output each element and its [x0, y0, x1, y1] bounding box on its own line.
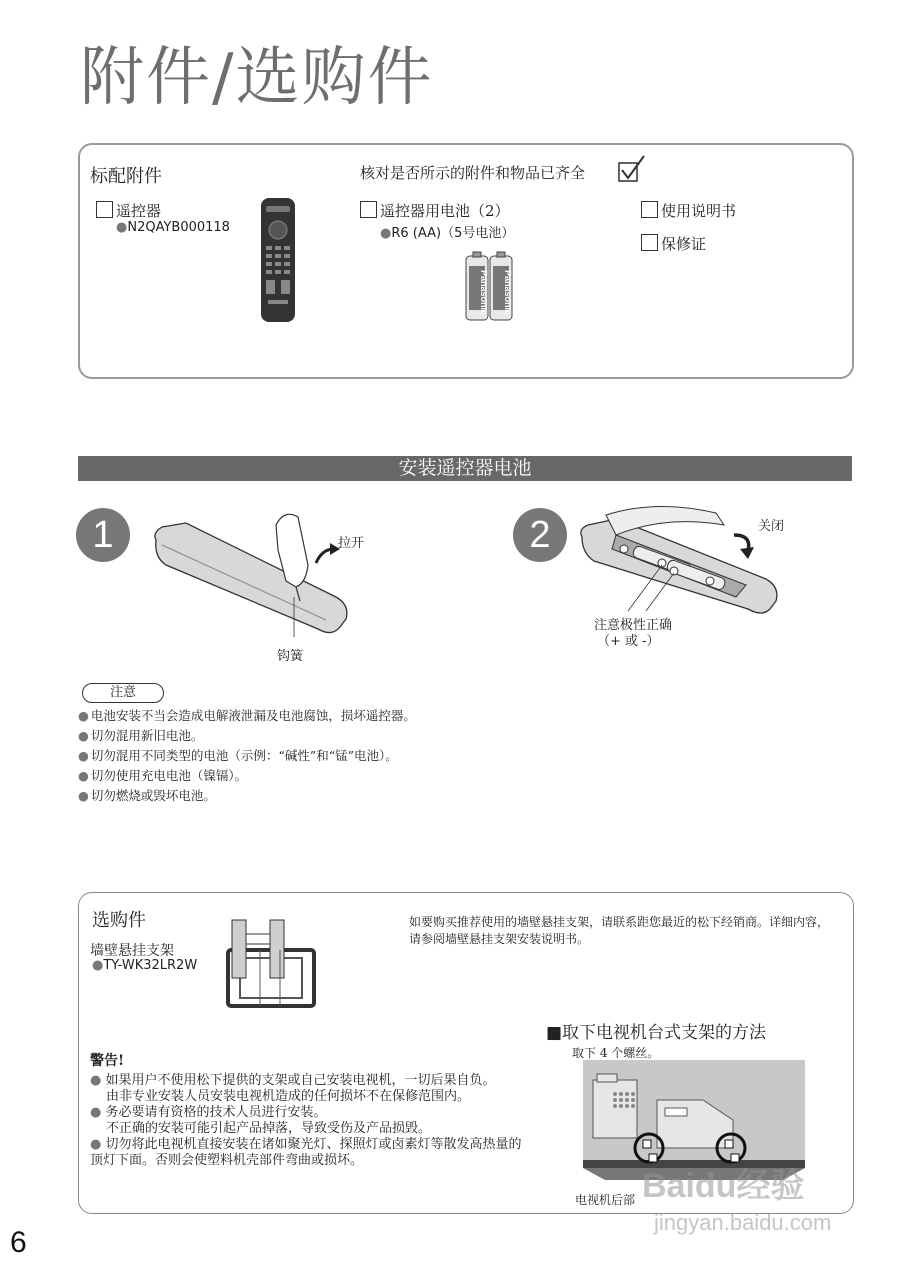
caution-list [78, 706, 416, 806]
page-title: 附件/选购件 [80, 41, 434, 115]
standard-heading: 标配附件 [90, 166, 162, 187]
step-1-illustration [146, 505, 356, 640]
check-note: 核对是否所示的附件和物品已齐全 [360, 164, 586, 182]
step-2-number: 2 [513, 508, 567, 562]
remote-control-image [258, 196, 298, 324]
wall-bracket-label: 墙壁悬挂支架 [90, 943, 174, 959]
baidu-watermark [612, 1158, 872, 1248]
battery-brand-right: Panasonic [503, 270, 513, 316]
item-manual [641, 200, 736, 221]
page-number: 6 [10, 1226, 27, 1259]
caution-item: ● 电池安装不当会造成电解液泄漏及电池腐蚀，损坏遥控器。 [78, 708, 416, 723]
caution-item: ● 切勿混用不同类型的电池（示例：“碱性”和“锰”电池）。 [78, 748, 398, 763]
warning-sub: 由非专业安装人员安装电视机造成的任何损坏不在保修范围内。 [106, 1089, 471, 1104]
caution-item: ● 切勿使用充电电池（镍镉）。 [78, 768, 248, 783]
watermark-brand: Baidu经验 [642, 1167, 805, 1205]
wall-bracket-model: ●TY-WK32LR2W [92, 958, 198, 973]
caution-item: ● 切勿混用新旧电池。 [78, 728, 204, 743]
remote-model: ●N2QAYB000118 [116, 220, 230, 235]
warranty-label: 保修证 [661, 235, 707, 253]
item-batteries [360, 200, 510, 221]
batteries-label: 遥控器用电池（2） [380, 202, 510, 220]
caution-item: ● 切勿燃烧或毁坏电池。 [78, 788, 216, 803]
remove-stand-title: ■取下电视机台式支架的方法 [546, 1023, 767, 1043]
tv-rear-label: 电视机后部 [575, 1193, 636, 1207]
remove-stand-sub: 取下 4 个螺丝。 [572, 1046, 660, 1060]
checkbox-warranty[interactable] [641, 234, 658, 251]
polarity-label: 注意极性正确 [594, 618, 673, 633]
pull-label: 拉开 [338, 536, 365, 551]
battery-brand-left: Panasonic [479, 270, 489, 316]
battery-install-banner: 安装遥控器电池 [78, 456, 852, 481]
optional-heading: 选购件 [92, 910, 146, 931]
warning-sub: 不正确的安装可能引起产品掉落，导致受伤及产品损毁。 [106, 1121, 432, 1136]
checkbox-manual[interactable] [641, 201, 658, 218]
item-remote [96, 200, 161, 221]
checkbox-remote[interactable] [96, 201, 113, 218]
warning-item: ● 切勿将此电视机直接安装在诸如聚光灯、探照灯或卤素灯等散发高热量的顶灯下面。否则会使塑料机壳部件弯曲或损坏。 [90, 1137, 522, 1168]
warning-item: ● 如果用户不使用松下提供的支架或自己安装电视机，一切后果自负。 [90, 1073, 496, 1088]
warning-item: ● 务必要请有资格的技术人员进行安装。 [90, 1105, 327, 1120]
close-label: 关闭 [758, 519, 785, 534]
manual-label: 使用说明书 [661, 202, 737, 220]
batteries-image [463, 250, 515, 324]
polarity-sub: （+ 或 -） [597, 634, 660, 649]
checkmark-icon [617, 154, 647, 184]
step-2-illustration [576, 505, 786, 617]
warning-list [90, 1073, 522, 1169]
watermark-url: jingyan.baidu.com [654, 1210, 832, 1235]
wall-bracket-image [220, 914, 320, 1014]
hook-label: 钩簧 [277, 649, 304, 664]
warning-title: 警告! [90, 1053, 125, 1069]
checkbox-batteries[interactable] [360, 201, 377, 218]
batteries-model: ●R6 (AA)（5号电池） [380, 226, 515, 241]
optional-note: 如要购买推荐使用的墙壁悬挂支架，请联系距您最近的松下经销商。详细内容，请参阅墙壁悬挂支架安装说明书。 [409, 915, 830, 946]
step-1-number: 1 [76, 508, 130, 562]
caution-label: 注意 [82, 683, 164, 703]
remote-label: 遥控器 [116, 202, 162, 220]
item-warranty [641, 233, 706, 254]
